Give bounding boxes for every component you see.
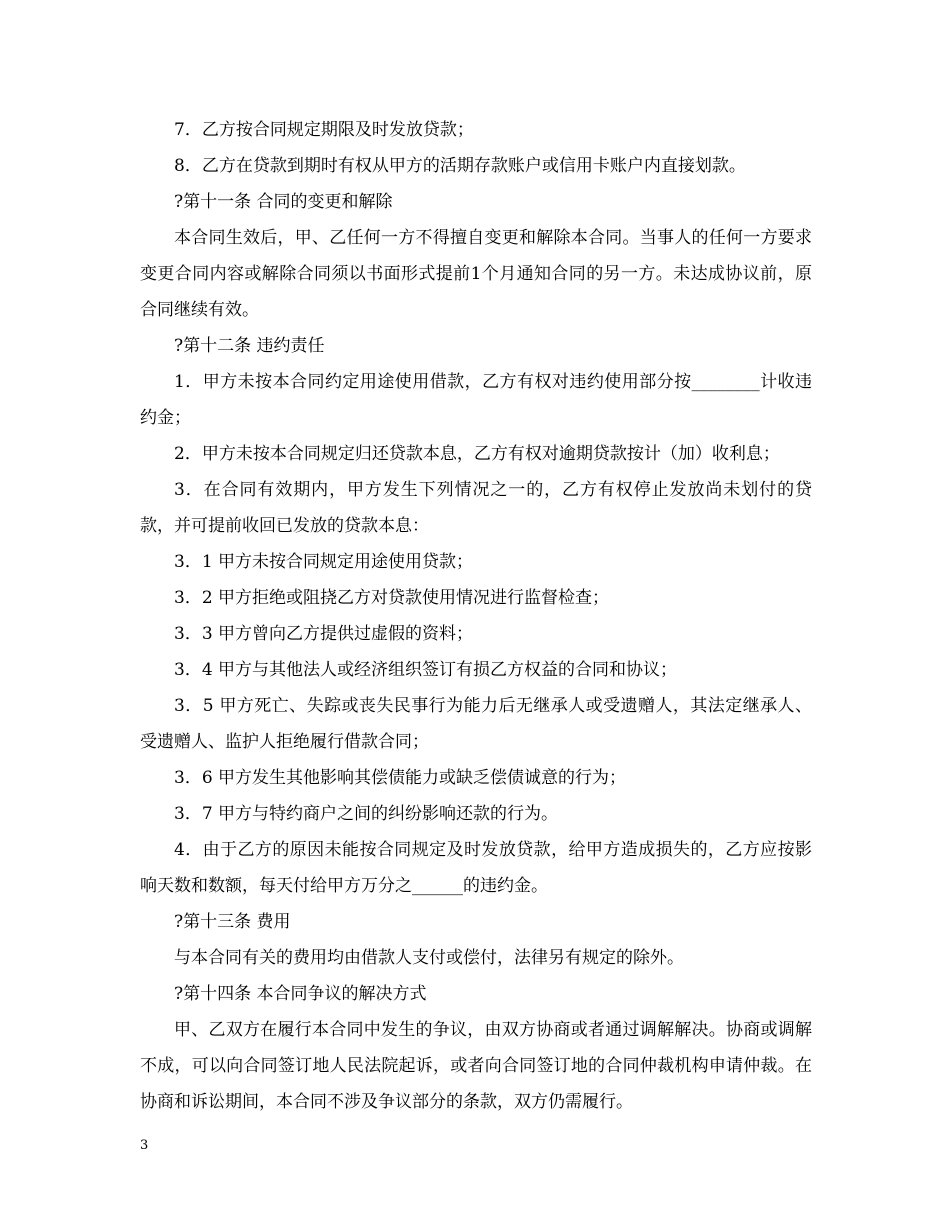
paragraph-breach-2: 2．甲方未按本合同规定归还贷款本息，乙方有权对逾期贷款按计（加）收利息； [174, 444, 780, 464]
paragraph-breach-3-3: 3．3 甲方曾向乙方提供过虚假的资料； [174, 624, 474, 644]
paragraph-breach-3-2: 3．2 甲方拒绝或阻挠乙方对贷款使用情况进行监督检查； [174, 588, 610, 608]
paragraph-breach-3-4: 3．4 甲方与其他法人或经济组织签订有损乙方权益的合同和协议； [174, 660, 678, 680]
paragraph-article-13-body: 与本合同有关的费用均由借款人支付或偿付，法律另有规定的除外。 [174, 948, 684, 968]
paragraph-article-11-body: 本合同生效后，甲、乙任何一方不得擅自变更和解除本合同。当事人的任何一方要求变更合同内容或解除合同须以书面形式提前1个月通知合同的另一方。未达成协议前，原合同继续有效。 [140, 228, 812, 320]
paragraph-breach-3-5: 3．5 甲方死亡、失踪或丧失民事行为能力后无继承人或受遗赠人，其法定继承人、受遗赠人、监护人拒绝履行借款合同； [140, 696, 812, 752]
paragraph-article-14-body: 甲、乙双方在履行本合同中发生的争议，由双方协商或者通过调解解决。协商或调解不成，可以向合同签订地人民法院起诉，或者向合同签订地的合同仲裁机构申请仲裁。在协商和诉讼期间，本合同不涉及争议部分的条款，双方仍需履行。 [140, 1020, 812, 1112]
heading-article-13: ?第十三条 费用 [174, 912, 291, 932]
paragraph-clause-8: 8．乙方在贷款到期时有权从甲方的活期存款账户或信用卡账户内直接划款。 [174, 156, 746, 176]
page-number: 3 [140, 1138, 149, 1153]
heading-article-14: ?第十四条 本合同争议的解决方式 [174, 984, 427, 1004]
paragraph-breach-3-1: 3．1 甲方未按合同规定用途使用贷款； [174, 552, 474, 572]
paragraph-clause-7: 7．乙方按合同规定期限及时发放贷款； [174, 120, 474, 140]
heading-article-11: ?第十一条 合同的变更和解除 [174, 192, 393, 212]
heading-article-12: ?第十二条 违约责任 [174, 336, 325, 356]
paragraph-breach-4: 4．由于乙方的原因未能按合同规定及时发放贷款，给甲方造成损失的，乙方应按影响天数和数额，每天付给甲方万分之______的违约金。 [140, 840, 812, 896]
paragraph-breach-3-6: 3．6 甲方发生其他影响其偿债能力或缺乏偿债诚意的行为； [174, 768, 627, 788]
document-body [140, 112, 812, 1120]
paragraph-breach-1: 1．甲方未按本合同约定用途使用借款，乙方有权对违约使用部分按________计收违约金； [140, 372, 812, 428]
paragraph-breach-3-7: 3．7 甲方与特约商户之间的纠纷影响还款的行为。 [174, 804, 559, 824]
paragraph-breach-3: 3．在合同有效期内，甲方发生下列情况之一的，乙方有权停止发放尚未划付的贷款，并可提前收回已发放的贷款本息： [140, 480, 812, 536]
